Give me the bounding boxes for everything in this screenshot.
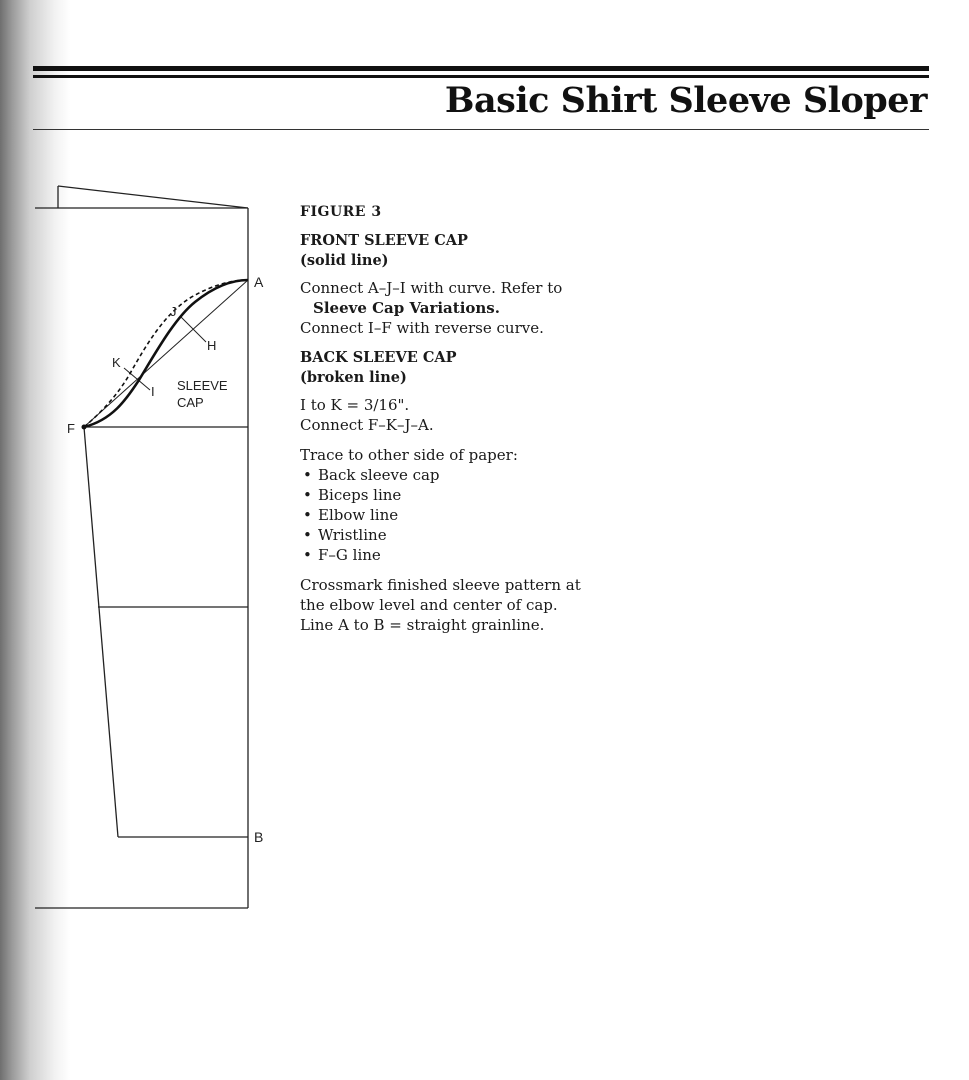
front-cap-heading: FRONT SLEEVE CAP bbox=[300, 232, 468, 249]
closing-line-2: the elbow level and center of cap. bbox=[300, 596, 558, 614]
closing-line-3: Line A to B = straight grainline. bbox=[300, 616, 545, 634]
front-cap-line-2: Sleeve Cap Variations. bbox=[313, 299, 500, 317]
front-cap-subheading: (solid line) bbox=[300, 252, 389, 269]
back-cap-heading: BACK SLEEVE CAP bbox=[300, 349, 457, 366]
label-sleeve: SLEEVE bbox=[177, 378, 228, 393]
trace-intro: Trace to other side of paper: bbox=[300, 446, 518, 464]
paper-slanted-edge bbox=[58, 186, 248, 208]
label-f: F bbox=[67, 421, 75, 436]
list-item: • Back sleeve cap bbox=[300, 465, 590, 485]
label-j: J bbox=[170, 304, 177, 319]
underarm-line-f-g bbox=[84, 427, 118, 837]
trace-list bbox=[300, 465, 590, 565]
list-item: • F–G line bbox=[300, 545, 590, 565]
front-cap-line-3: Connect I–F with reverse curve. bbox=[300, 319, 544, 337]
label-b: B bbox=[254, 829, 264, 845]
point-f-dot bbox=[82, 425, 87, 430]
list-item: • Elbow line bbox=[300, 505, 590, 525]
label-k: K bbox=[112, 355, 121, 370]
back-cap-subheading: (broken line) bbox=[300, 369, 407, 386]
list-item: • Biceps line bbox=[300, 485, 590, 505]
guide-line-f-a bbox=[84, 280, 248, 427]
figure-label: FIGURE 3 bbox=[300, 204, 382, 220]
front-cap-line-1: Connect A–J–I with curve. Refer to bbox=[300, 279, 563, 297]
page-title: Basic Shirt Sleeve Sloper bbox=[444, 80, 927, 121]
back-cap-line-1: I to K = 3/16". bbox=[300, 396, 410, 414]
label-cap: CAP bbox=[177, 395, 204, 410]
label-i: I bbox=[151, 384, 155, 399]
label-h: H bbox=[207, 338, 217, 353]
closing-line-1: Crossmark finished sleeve pattern at bbox=[300, 576, 581, 594]
back-cap-line-2: Connect F–K–J–A. bbox=[300, 416, 434, 434]
instructions-column bbox=[300, 202, 590, 635]
label-a: A bbox=[254, 274, 264, 290]
list-item: • Wristline bbox=[300, 525, 590, 545]
